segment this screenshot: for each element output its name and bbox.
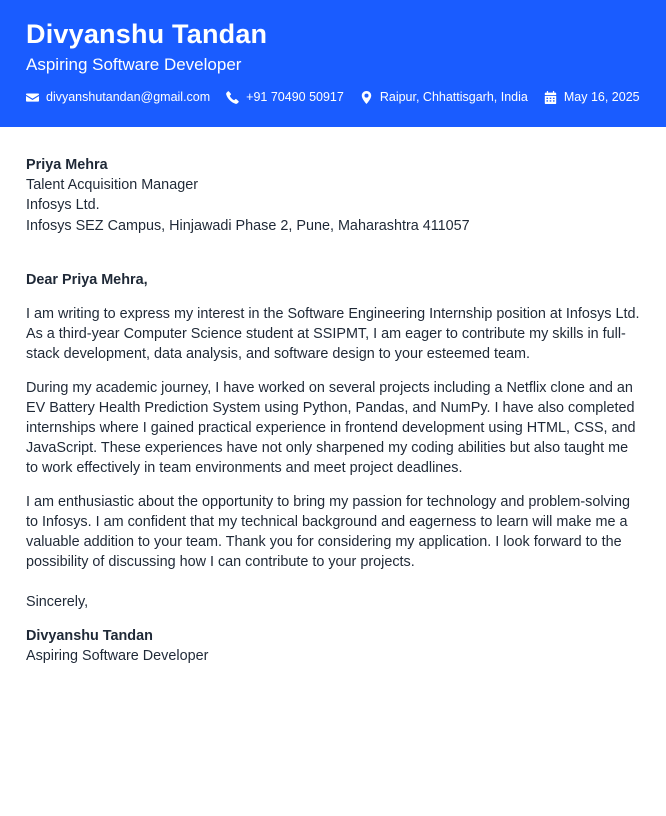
map-pin-icon [360, 91, 373, 104]
signature-name: Divyanshu Tandan [26, 627, 153, 644]
contact-phone[interactable] [226, 90, 344, 104]
signature-title: Aspiring Software Developer [26, 647, 209, 664]
phone-icon [226, 91, 239, 104]
calendar-icon [544, 91, 557, 104]
recipient-role: Talent Acquisition Manager [26, 177, 198, 194]
recipient-company: Infosys Ltd. [26, 197, 100, 214]
paragraph-experience: During my academic journey, I have worked on several projects including a Netflix clone and an EV Battery Health Prediction System using Python, Pandas, and NumPy. I have also completed internships where I gained practical experience in frontend development using HTML, CSS, and JavaScript. These experiences have not only sharpened my coding abilities but also taught me to work effectively in team environments and meet project deadlines. [26, 379, 636, 477]
letter-header [0, 0, 666, 127]
contact-bar [26, 90, 640, 104]
recipient-address: Infosys SEZ Campus, Hinjawadi Phase 2, Pune, Maharashtra 411057 [26, 217, 470, 234]
sender-name: Divyanshu Tandan [26, 19, 268, 49]
contact-location [360, 90, 528, 104]
letter-body [0, 127, 666, 666]
paragraph-closing: I am enthusiastic about the opportunity to bring my passion for technology and problem-solving to Infosys. I am confident that my technical background and eagerness to learn will make me a valuable addition to your team. Thank you for considering my application. I look forward to the possibility of discussing how I can contribute to your projects. [26, 493, 630, 571]
recipient-name: Priya Mehra [26, 157, 108, 173]
recipient-block [26, 155, 640, 236]
paragraph-intro: I am writing to express my interest in the Software Engineering Internship position at Infosys Ltd. As a third-year Computer Science student at SSIPMT, I am eager to contribute my skills in full-stack development, data analysis, and software design to your esteemed team. [26, 306, 640, 363]
email-text: divyanshutandan@gmail.com [46, 90, 211, 104]
phone-text: +91 70490 50917 [246, 90, 344, 104]
contact-email[interactable] [26, 90, 210, 104]
closing: Sincerely, [26, 594, 89, 611]
location-text: Raipur, Chhattisgarh, India [379, 90, 528, 104]
envelope-icon [26, 91, 39, 104]
contact-date [544, 90, 640, 104]
date-text: May 16, 2025 [563, 90, 640, 104]
salutation: Dear Priya Mehra, [26, 271, 148, 288]
sender-title: Aspiring Software Developer [26, 55, 242, 74]
